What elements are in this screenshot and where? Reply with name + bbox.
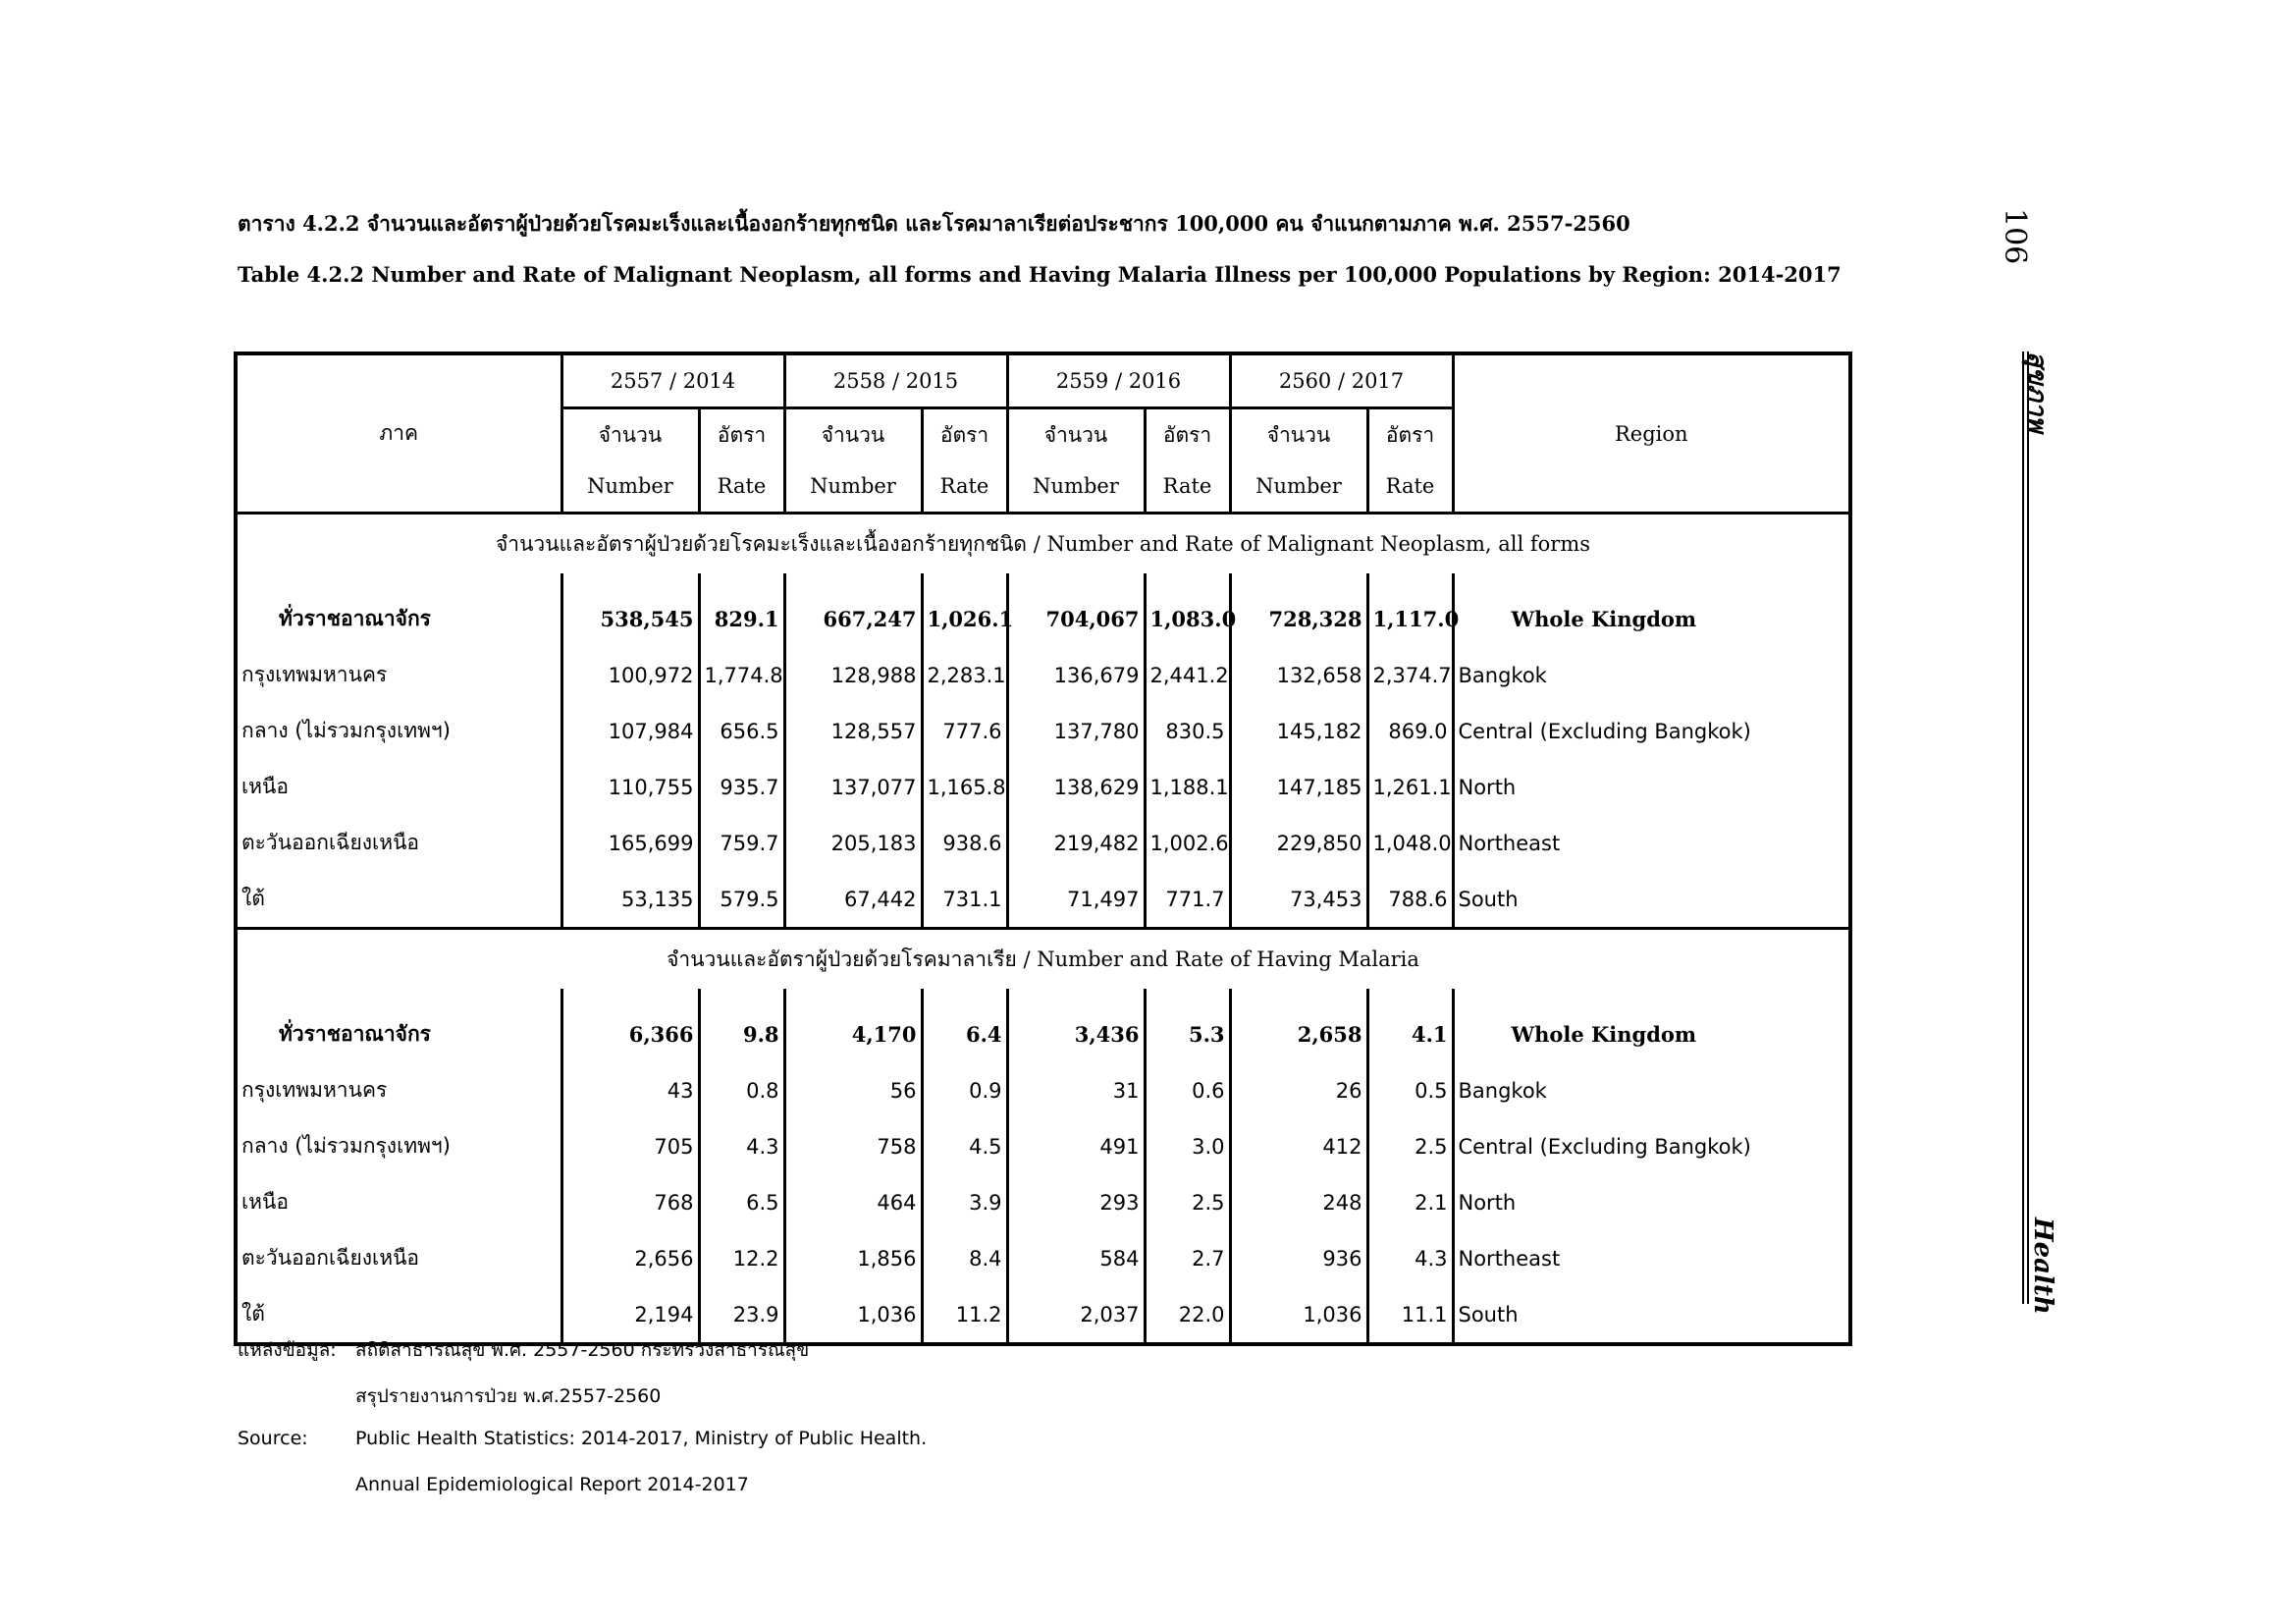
section-heading: จำนวนและอัตราผู้ป่วยด้วยโรคมาลาเรีย / Number and Rate of Having Malaria — [236, 929, 1850, 990]
region-name-thai: ทั่วราชอาณาจักร — [236, 573, 561, 647]
number-cell: 56 — [784, 1062, 922, 1118]
rate-cell: 2.7 — [1145, 1230, 1230, 1286]
number-cell: 248 — [1230, 1174, 1367, 1230]
number-cell: 2,194 — [561, 1286, 699, 1344]
section-heading: จำนวนและอัตราผู้ป่วยด้วยโรคมะเร็งและเนื้องอกร้ายทุกชนิด / Number and Rate of Malignant Neoplasm, all forms — [236, 514, 1850, 574]
rate-cell: 1,048.0 — [1367, 815, 1453, 871]
header-number-english: Number — [1230, 460, 1367, 514]
number-cell: 584 — [1007, 1230, 1145, 1286]
number-cell: 26 — [1230, 1062, 1367, 1118]
number-cell: 464 — [784, 1174, 922, 1230]
header-number-thai: จำนวน — [1007, 408, 1145, 461]
rate-cell: 9.8 — [699, 989, 784, 1062]
rate-cell: 3.0 — [1145, 1118, 1230, 1174]
number-cell: 412 — [1230, 1118, 1367, 1174]
number-cell: 100,972 — [561, 647, 699, 703]
number-cell: 229,850 — [1230, 815, 1367, 871]
region-name-thai: กลาง (ไม่รวมกรุงเทพฯ) — [236, 703, 561, 759]
header-number-english: Number — [1007, 460, 1145, 514]
header-rate-thai: อัตรา — [699, 408, 784, 461]
number-cell: 219,482 — [1007, 815, 1145, 871]
region-name-thai: ตะวันออกเฉียงเหนือ — [236, 815, 561, 871]
rate-cell: 2,283.1 — [922, 647, 1007, 703]
number-cell: 768 — [561, 1174, 699, 1230]
source-english-line-1: Public Health Statistics: 2014-2017, Ministry of Public Health. — [355, 1428, 928, 1449]
number-cell: 73,453 — [1230, 871, 1367, 929]
rate-cell: 11.1 — [1367, 1286, 1453, 1344]
number-cell: 110,755 — [561, 759, 699, 815]
number-cell: 758 — [784, 1118, 922, 1174]
region-name-english: North — [1458, 1190, 1517, 1215]
number-cell: 107,984 — [561, 703, 699, 759]
number-cell: 667,247 — [784, 573, 922, 647]
number-cell: 728,328 — [1230, 573, 1367, 647]
side-label-thai: สุขภาพ — [2022, 352, 2052, 433]
number-cell: 136,679 — [1007, 647, 1145, 703]
rate-cell: 2.1 — [1367, 1174, 1453, 1230]
region-name-thai: เหนือ — [236, 1174, 561, 1230]
header-rate-thai: อัตรา — [1145, 408, 1230, 461]
region-name-thai: ใต้ — [236, 871, 561, 929]
table-title-thai: ตาราง 4.2.2 จำนวนและอัตราผู้ป่วยด้วยโรคมะเร็งและเนื้องอกร้ายทุกชนิด และโรคมาลาเรียต่อประชากร 100,000 คน จำแนกตามภาค พ.ศ. 2557-2560 — [238, 211, 1630, 236]
rate-cell: 830.5 — [1145, 703, 1230, 759]
data-table — [234, 352, 1852, 1346]
header-number-thai: จำนวน — [784, 408, 922, 461]
table-row — [236, 871, 1850, 929]
number-cell: 31 — [1007, 1062, 1145, 1118]
header-number-english: Number — [784, 460, 922, 514]
source-english-line-2: Annual Epidemiological Report 2014-2017 — [355, 1474, 749, 1495]
number-cell: 128,988 — [784, 647, 922, 703]
region-name-english: Central (Excluding Bangkok) — [1458, 719, 1751, 743]
rate-cell: 938.6 — [922, 815, 1007, 871]
number-cell: 145,182 — [1230, 703, 1367, 759]
rate-cell: 8.4 — [922, 1230, 1007, 1286]
header-rate-english: Rate — [1145, 460, 1230, 514]
number-cell: 705 — [561, 1118, 699, 1174]
header-rate-english: Rate — [1367, 460, 1453, 514]
rate-cell: 1,261.1 — [1367, 759, 1453, 815]
rate-cell: 1,774.8 — [699, 647, 784, 703]
number-cell: 293 — [1007, 1174, 1145, 1230]
region-name-thai: ตะวันออกเฉียงเหนือ — [236, 1230, 561, 1286]
section-heading-row — [236, 514, 1850, 574]
side-label-english: Health — [2028, 1218, 2057, 1315]
rate-cell: 1,117.0 — [1367, 573, 1453, 647]
table-row — [236, 1062, 1850, 1118]
rate-cell: 935.7 — [699, 759, 784, 815]
number-cell: 138,629 — [1007, 759, 1145, 815]
table-body — [236, 514, 1850, 1345]
header-year: 2557 / 2014 — [561, 353, 784, 408]
rate-cell: 1,188.1 — [1145, 759, 1230, 815]
number-cell: 128,557 — [784, 703, 922, 759]
number-cell: 2,656 — [561, 1230, 699, 1286]
header-region-english: Region — [1614, 421, 1688, 446]
region-name-thai: กรุงเทพมหานคร — [236, 647, 561, 703]
region-name-english: Northeast — [1458, 1246, 1561, 1271]
rate-cell: 1,026.1 — [922, 573, 1007, 647]
rate-cell: 12.2 — [699, 1230, 784, 1286]
header-rate-english: Rate — [699, 460, 784, 514]
number-cell: 205,183 — [784, 815, 922, 871]
rate-cell: 4.5 — [922, 1118, 1007, 1174]
section-heading-row — [236, 929, 1850, 990]
rate-cell: 0.5 — [1367, 1062, 1453, 1118]
rate-cell: 1,002.6 — [1145, 815, 1230, 871]
region-name-english: South — [1458, 887, 1519, 911]
header-year: 2558 / 2015 — [784, 353, 1007, 408]
table-row — [236, 759, 1850, 815]
number-cell: 1,036 — [784, 1286, 922, 1344]
header-rate-thai: อัตรา — [1367, 408, 1453, 461]
table-row — [236, 647, 1850, 703]
rate-cell: 22.0 — [1145, 1286, 1230, 1344]
number-cell: 147,185 — [1230, 759, 1367, 815]
number-cell: 43 — [561, 1062, 699, 1118]
rate-cell: 788.6 — [1367, 871, 1453, 929]
number-cell: 2,037 — [1007, 1286, 1145, 1344]
page-number: 106 — [1998, 208, 2032, 265]
rate-cell: 2,441.2 — [1145, 647, 1230, 703]
number-cell: 1,856 — [784, 1230, 922, 1286]
header-region-thai: ภาค — [236, 353, 561, 514]
header-year: 2559 / 2016 — [1007, 353, 1230, 408]
number-cell: 137,780 — [1007, 703, 1145, 759]
rate-cell: 656.5 — [699, 703, 784, 759]
number-cell: 3,436 — [1007, 989, 1145, 1062]
header-number-thai: จำนวน — [561, 408, 699, 461]
number-cell: 936 — [1230, 1230, 1367, 1286]
region-name-thai: ใต้ — [236, 1286, 561, 1344]
header-year: 2560 / 2017 — [1230, 353, 1453, 408]
rate-cell: 2.5 — [1145, 1174, 1230, 1230]
region-name-thai: ทั่วราชอาณาจักร — [236, 989, 561, 1062]
rate-cell: 731.1 — [922, 871, 1007, 929]
number-cell: 165,699 — [561, 815, 699, 871]
table-row — [236, 1230, 1850, 1286]
rate-cell: 771.7 — [1145, 871, 1230, 929]
rate-cell: 4.1 — [1367, 989, 1453, 1062]
rate-cell: 23.9 — [699, 1286, 784, 1344]
rate-cell: 1,165.8 — [922, 759, 1007, 815]
number-cell: 71,497 — [1007, 871, 1145, 929]
number-cell: 132,658 — [1230, 647, 1367, 703]
region-name-english: Bangkok — [1458, 1078, 1547, 1103]
source-thai-line-1: สถิติสาธารณสุข พ.ศ. 2557-2560 กระทรวงสาธารณสุข — [355, 1339, 810, 1361]
region-name-english: South — [1458, 1302, 1519, 1326]
rate-cell: 1,083.0 — [1145, 573, 1230, 647]
table-row — [236, 815, 1850, 871]
number-cell: 2,658 — [1230, 989, 1367, 1062]
region-name-english: Central (Excluding Bangkok) — [1458, 1134, 1751, 1159]
table-row — [236, 989, 1850, 1062]
number-cell: 538,545 — [561, 573, 699, 647]
rate-cell: 5.3 — [1145, 989, 1230, 1062]
side-rule — [2022, 352, 2029, 1304]
source-label-thai: แหล่งข้อมูล: — [238, 1339, 337, 1361]
rate-cell: 2,374.7 — [1367, 647, 1453, 703]
rate-cell: 3.9 — [922, 1174, 1007, 1230]
number-cell: 137,077 — [784, 759, 922, 815]
region-name-thai: กลาง (ไม่รวมกรุงเทพฯ) — [236, 1118, 561, 1174]
rate-cell: 11.2 — [922, 1286, 1007, 1344]
table-title-english: Table 4.2.2 Number and Rate of Malignant Neoplasm, all forms and Having Malaria Illness per 100,000 Populations by Region: 2014-2017 — [238, 262, 1842, 287]
source-label-english: Source: — [238, 1428, 308, 1449]
rate-cell: 0.8 — [699, 1062, 784, 1118]
region-name-english: Northeast — [1458, 831, 1561, 855]
rate-cell: 777.6 — [922, 703, 1007, 759]
table-row — [236, 703, 1850, 759]
number-cell: 6,366 — [561, 989, 699, 1062]
number-cell: 67,442 — [784, 871, 922, 929]
table-row — [236, 1174, 1850, 1230]
rate-cell: 0.6 — [1145, 1062, 1230, 1118]
rate-cell: 6.5 — [699, 1174, 784, 1230]
rate-cell: 759.7 — [699, 815, 784, 871]
rate-cell: 829.1 — [699, 573, 784, 647]
number-cell: 704,067 — [1007, 573, 1145, 647]
header-number-english: Number — [561, 460, 699, 514]
region-name-english: Bangkok — [1458, 663, 1547, 687]
header-number-thai: จำนวน — [1230, 408, 1367, 461]
source-thai-line-2: สรุปรายงานการป่วย พ.ศ.2557-2560 — [355, 1385, 662, 1407]
table-row — [236, 573, 1850, 647]
number-cell: 1,036 — [1230, 1286, 1367, 1344]
rate-cell: 869.0 — [1367, 703, 1453, 759]
rate-cell: 0.9 — [922, 1062, 1007, 1118]
header-rate-thai: อัตรา — [922, 408, 1007, 461]
region-name-english: North — [1458, 775, 1517, 799]
rate-cell: 4.3 — [699, 1118, 784, 1174]
number-cell: 4,170 — [784, 989, 922, 1062]
rate-cell: 579.5 — [699, 871, 784, 929]
region-name-thai: เหนือ — [236, 759, 561, 815]
region-name-thai: กรุงเทพมหานคร — [236, 1062, 561, 1118]
table-row — [236, 1118, 1850, 1174]
header-rate-english: Rate — [922, 460, 1007, 514]
region-name-english: Whole Kingdom — [1511, 607, 1697, 631]
rate-cell: 4.3 — [1367, 1230, 1453, 1286]
region-name-english: Whole Kingdom — [1511, 1022, 1697, 1047]
number-cell: 491 — [1007, 1118, 1145, 1174]
number-cell: 53,135 — [561, 871, 699, 929]
rate-cell: 6.4 — [922, 989, 1007, 1062]
rate-cell: 2.5 — [1367, 1118, 1453, 1174]
